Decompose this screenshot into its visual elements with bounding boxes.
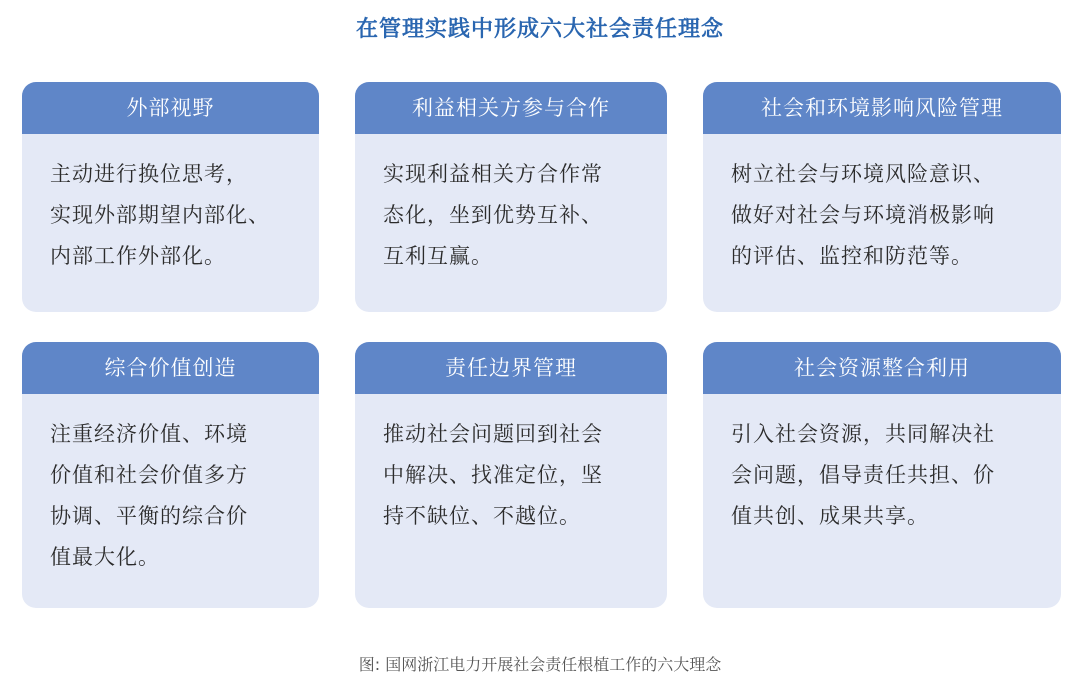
card-line: 持不缺位、不越位。 bbox=[383, 504, 581, 528]
card-line: 引入社会资源，共同解决社 bbox=[731, 422, 995, 446]
card-line: 注重经济价值、环境 bbox=[50, 422, 248, 446]
card-line: 推动社会问题回到社会 bbox=[383, 422, 603, 446]
diagram-title: 在管理实践中形成六大社会责任理念 bbox=[355, 17, 724, 42]
concept-card-comprehensive-value bbox=[22, 342, 319, 608]
card-line: 价值和社会价值多方 bbox=[50, 463, 248, 487]
figure-caption: 图: 国网浙江电力开展社会责任根植工作的六大理念 bbox=[358, 655, 722, 674]
card-line: 的评估、监控和防范等。 bbox=[731, 244, 973, 268]
concept-card-external-vision bbox=[22, 82, 319, 312]
card-line: 树立社会与环境风险意识、 bbox=[731, 162, 995, 186]
concept-grid bbox=[22, 82, 1061, 608]
card-line: 互利互赢。 bbox=[383, 244, 493, 268]
card-header: 责任边界管理 bbox=[355, 342, 667, 394]
card-body bbox=[22, 394, 319, 578]
card-line: 值共创、成果共享。 bbox=[731, 504, 929, 528]
concept-card-boundary-management bbox=[355, 342, 667, 608]
card-body bbox=[355, 134, 667, 277]
card-line: 值最大化。 bbox=[50, 545, 160, 569]
card-line: 会问题，倡导责任共担、价 bbox=[731, 463, 995, 487]
card-line: 中解决、找准定位，坚 bbox=[383, 463, 603, 487]
card-line: 内部工作外部化。 bbox=[50, 244, 226, 268]
concept-card-risk-management bbox=[703, 82, 1061, 312]
card-header: 利益相关方参与合作 bbox=[355, 82, 667, 134]
card-line: 协调、平衡的综合价 bbox=[50, 504, 248, 528]
card-line: 实现利益相关方合作常 bbox=[383, 162, 603, 186]
card-line: 主动进行换位思考， bbox=[50, 162, 248, 186]
card-body bbox=[703, 134, 1061, 277]
card-line: 态化，坐到优势互补、 bbox=[383, 203, 603, 227]
card-header: 外部视野 bbox=[22, 82, 319, 134]
card-line: 做好对社会与环境消极影响 bbox=[731, 203, 995, 227]
concept-card-resource-integration bbox=[703, 342, 1061, 608]
card-header: 社会资源整合利用 bbox=[703, 342, 1061, 394]
card-header: 综合价值创造 bbox=[22, 342, 319, 394]
card-body bbox=[355, 394, 667, 537]
card-header: 社会和环境影响风险管理 bbox=[703, 82, 1061, 134]
card-body bbox=[703, 394, 1061, 537]
concept-card-stakeholder-cooperation bbox=[355, 82, 667, 312]
card-body bbox=[22, 134, 319, 277]
card-line: 实现外部期望内部化、 bbox=[50, 203, 270, 227]
